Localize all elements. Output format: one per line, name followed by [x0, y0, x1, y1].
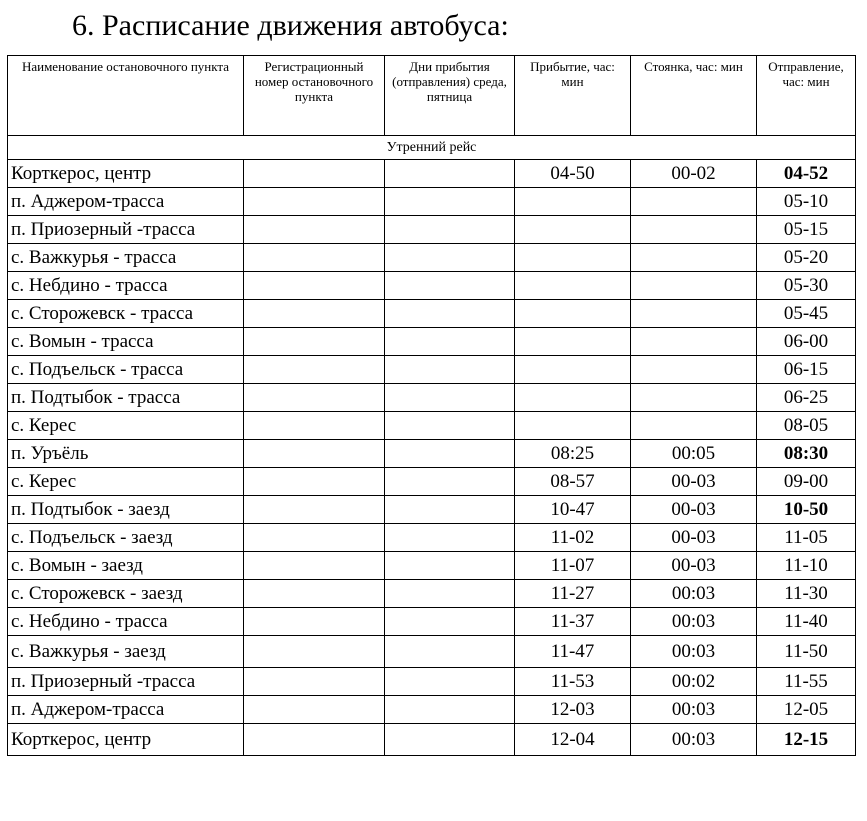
reg-number-cell [244, 608, 385, 636]
arrival-cell: 08:25 [515, 440, 631, 468]
arrival-cell [515, 300, 631, 328]
stop-name-cell: п. Уръёль [8, 440, 244, 468]
departure-cell: 06-15 [757, 356, 856, 384]
reg-number-cell [244, 412, 385, 440]
departure-cell: 11-55 [757, 668, 856, 696]
stop-name-cell: с. Керес [8, 412, 244, 440]
departure-cell: 10-50 [757, 496, 856, 524]
stop-name-cell: п. Аджером-трасса [8, 188, 244, 216]
stop-name-cell: с. Важкурья - трасса [8, 244, 244, 272]
reg-number-cell [244, 468, 385, 496]
stop-duration-cell: 00-03 [631, 552, 757, 580]
arrival-cell: 11-37 [515, 608, 631, 636]
table-row [8, 160, 856, 188]
stop-duration-cell: 00-03 [631, 524, 757, 552]
days-cell [385, 160, 515, 188]
arrival-cell: 10-47 [515, 496, 631, 524]
reg-number-cell [244, 636, 385, 668]
table-row [8, 440, 856, 468]
reg-number-cell [244, 328, 385, 356]
arrival-cell [515, 216, 631, 244]
table-row [8, 272, 856, 300]
table-row [8, 636, 856, 668]
departure-cell: 05-20 [757, 244, 856, 272]
arrival-cell: 11-47 [515, 636, 631, 668]
header-departure: Отправление, час: мин [757, 56, 856, 136]
table-row [8, 696, 856, 724]
days-cell [385, 696, 515, 724]
stop-name-cell: с. Сторожевск - трасса [8, 300, 244, 328]
arrival-cell: 11-27 [515, 580, 631, 608]
stop-name-cell: с. Небдино - трасса [8, 608, 244, 636]
stop-duration-cell: 00:05 [631, 440, 757, 468]
days-cell [385, 328, 515, 356]
stop-name-cell: п. Подтыбок - заезд [8, 496, 244, 524]
departure-cell: 12-15 [757, 724, 856, 756]
stop-name-cell: с. Небдино - трасса [8, 272, 244, 300]
departure-cell: 08-05 [757, 412, 856, 440]
departure-cell: 06-00 [757, 328, 856, 356]
stop-duration-cell [631, 356, 757, 384]
table-row [8, 188, 856, 216]
stop-duration-cell: 00:03 [631, 696, 757, 724]
reg-number-cell [244, 356, 385, 384]
reg-number-cell [244, 580, 385, 608]
reg-number-cell [244, 188, 385, 216]
stop-duration-cell [631, 188, 757, 216]
table-row [8, 724, 856, 756]
stop-duration-cell: 00-03 [631, 496, 757, 524]
header-stop-duration: Стоянка, час: мин [631, 56, 757, 136]
table-row [8, 608, 856, 636]
days-cell [385, 272, 515, 300]
departure-cell: 05-15 [757, 216, 856, 244]
stop-name-cell: п. Подтыбок - трасса [8, 384, 244, 412]
arrival-cell [515, 384, 631, 412]
days-cell [385, 580, 515, 608]
arrival-cell: 11-53 [515, 668, 631, 696]
stop-duration-cell: 00:03 [631, 724, 757, 756]
stop-duration-cell [631, 328, 757, 356]
reg-number-cell [244, 552, 385, 580]
days-cell [385, 356, 515, 384]
stop-duration-cell [631, 272, 757, 300]
arrival-cell: 12-04 [515, 724, 631, 756]
arrival-cell [515, 412, 631, 440]
days-cell [385, 524, 515, 552]
days-cell [385, 468, 515, 496]
days-cell [385, 188, 515, 216]
stop-name-cell: с. Вомын - заезд [8, 552, 244, 580]
stop-name-cell: с. Сторожевск - заезд [8, 580, 244, 608]
table-row [8, 524, 856, 552]
header-stop-name: Наименование остановочного пункта [8, 56, 244, 136]
departure-cell: 08:30 [757, 440, 856, 468]
arrival-cell [515, 244, 631, 272]
stop-name-cell: с. Керес [8, 468, 244, 496]
section-row [8, 136, 856, 160]
stop-duration-cell [631, 412, 757, 440]
reg-number-cell [244, 524, 385, 552]
stop-name-cell: п. Аджером-трасса [8, 696, 244, 724]
table-row [8, 580, 856, 608]
stop-name-cell: Корткерос, центр [8, 160, 244, 188]
table-row [8, 668, 856, 696]
reg-number-cell [244, 272, 385, 300]
departure-cell: 11-50 [757, 636, 856, 668]
arrival-cell: 11-02 [515, 524, 631, 552]
table-row [8, 412, 856, 440]
stop-duration-cell: 00:03 [631, 636, 757, 668]
reg-number-cell [244, 668, 385, 696]
header-row [8, 56, 856, 136]
reg-number-cell [244, 160, 385, 188]
header-days: Дни прибытия (отправления) среда, пятница [385, 56, 515, 136]
days-cell [385, 636, 515, 668]
header-arrival: Прибытие, час: мин [515, 56, 631, 136]
days-cell [385, 412, 515, 440]
days-cell [385, 300, 515, 328]
table-row [8, 328, 856, 356]
departure-cell: 09-00 [757, 468, 856, 496]
departure-cell: 05-45 [757, 300, 856, 328]
stop-duration-cell [631, 384, 757, 412]
table-row [8, 468, 856, 496]
stop-duration-cell: 00-02 [631, 160, 757, 188]
stop-duration-cell [631, 300, 757, 328]
reg-number-cell [244, 384, 385, 412]
section-label: Утренний рейс [8, 136, 856, 160]
stop-name-cell: с. Вомын - трасса [8, 328, 244, 356]
stop-duration-cell [631, 216, 757, 244]
arrival-cell [515, 328, 631, 356]
reg-number-cell [244, 496, 385, 524]
stop-name-cell: п. Приозерный -трасса [8, 216, 244, 244]
page-title: 6. Расписание движения автобуса: [72, 9, 509, 42]
days-cell [385, 496, 515, 524]
stop-duration-cell: 00:03 [631, 580, 757, 608]
departure-cell: 04-52 [757, 160, 856, 188]
days-cell [385, 440, 515, 468]
arrival-cell: 04-50 [515, 160, 631, 188]
reg-number-cell [244, 244, 385, 272]
days-cell [385, 608, 515, 636]
stop-name-cell: с. Важкурья - заезд [8, 636, 244, 668]
arrival-cell [515, 272, 631, 300]
reg-number-cell [244, 724, 385, 756]
days-cell [385, 244, 515, 272]
departure-cell: 11-05 [757, 524, 856, 552]
days-cell [385, 552, 515, 580]
stop-name-cell: Корткерос, центр [8, 724, 244, 756]
stop-duration-cell [631, 244, 757, 272]
arrival-cell: 11-07 [515, 552, 631, 580]
table-row [8, 384, 856, 412]
stop-duration-cell: 00:03 [631, 608, 757, 636]
days-cell [385, 384, 515, 412]
stop-duration-cell: 00-03 [631, 468, 757, 496]
table-row [8, 300, 856, 328]
days-cell [385, 724, 515, 756]
departure-cell: 06-25 [757, 384, 856, 412]
departure-cell: 05-30 [757, 272, 856, 300]
reg-number-cell [244, 440, 385, 468]
departure-cell: 11-40 [757, 608, 856, 636]
reg-number-cell [244, 216, 385, 244]
stop-name-cell: п. Приозерный -трасса [8, 668, 244, 696]
days-cell [385, 668, 515, 696]
stop-name-cell: с. Подъельск - заезд [8, 524, 244, 552]
departure-cell: 11-10 [757, 552, 856, 580]
table-row [8, 552, 856, 580]
stop-name-cell: с. Подъельск - трасса [8, 356, 244, 384]
header-reg-number: Регистрационный номер остановочного пункта [244, 56, 385, 136]
table-row [8, 356, 856, 384]
arrival-cell: 12-03 [515, 696, 631, 724]
days-cell [385, 216, 515, 244]
reg-number-cell [244, 300, 385, 328]
arrival-cell [515, 356, 631, 384]
reg-number-cell [244, 696, 385, 724]
departure-cell: 11-30 [757, 580, 856, 608]
table-row [8, 216, 856, 244]
departure-cell: 12-05 [757, 696, 856, 724]
arrival-cell [515, 188, 631, 216]
table-row [8, 496, 856, 524]
schedule-table [7, 55, 856, 756]
stop-duration-cell: 00:02 [631, 668, 757, 696]
departure-cell: 05-10 [757, 188, 856, 216]
table-row [8, 244, 856, 272]
arrival-cell: 08-57 [515, 468, 631, 496]
